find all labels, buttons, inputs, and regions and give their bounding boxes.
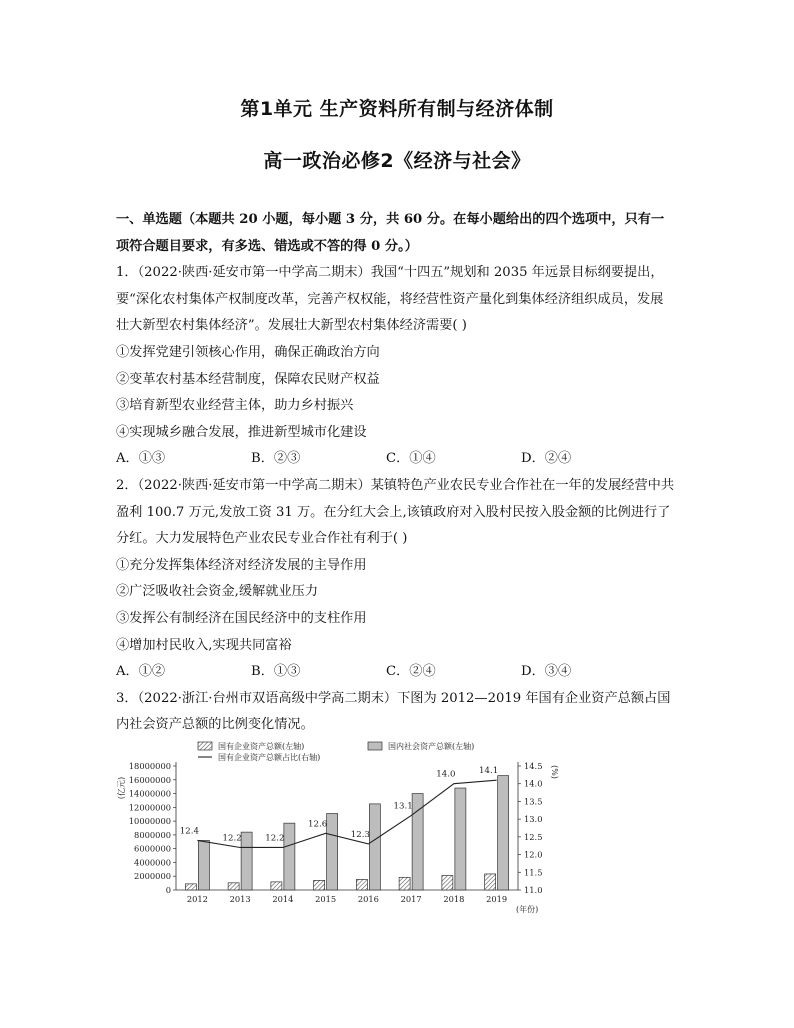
left-tick-label: 2000000 (134, 871, 171, 882)
option-a[interactable]: A．①② (116, 664, 166, 680)
option-b[interactable]: B．①③ (251, 664, 301, 680)
question-2-stem: 2．（2022·陕西·延安市第一中学高二期末）某镇特色产业农民专业合作社在一年的发展经营中共盈利 100.7 万元,发放工资 31 万。在分红大会上,该镇政府对入股村民按入股金额的比例进行了分红。大力发展特色产业农民专业合作社有利于( ) (116, 477, 675, 547)
legend-label-ratio: 国有企业资产总额占比(右轴) (218, 753, 321, 762)
bar-soe-assets (399, 877, 410, 890)
bar-soe-assets (185, 884, 196, 890)
bar-soe-assets (442, 876, 453, 890)
left-axis-unit: (亿元) (117, 776, 126, 800)
bar-social-assets (284, 823, 295, 890)
x-tick-label: 2015 (315, 894, 337, 904)
line-data-label: 14.0 (436, 769, 456, 780)
chart-svg (118, 738, 588, 916)
right-axis-unit: (%) (550, 765, 559, 779)
right-tick-label: 12.5 (524, 831, 543, 842)
question-1-item: ②变革农村基本经营制度，保障农民财产权益 (116, 371, 380, 387)
line-data-label: 12.2 (222, 833, 242, 844)
legend-swatch-soe (198, 742, 212, 750)
right-tick-label: 14.0 (524, 778, 543, 789)
option-d[interactable]: D．③④ (521, 664, 572, 680)
bar-social-assets (455, 788, 466, 890)
right-tick-label: 13.0 (524, 814, 543, 825)
question-1-item: ①发挥党建引领核心作用，确保正确政治方向 (116, 344, 380, 360)
question-2-item: ①充分发挥集体经济对经济发展的主导作用 (116, 557, 367, 573)
asset-ratio-chart (118, 738, 588, 916)
question-1-options (116, 446, 676, 473)
bar-social-assets (241, 832, 252, 890)
option-c[interactable]: C．①④ (386, 451, 436, 467)
question-2-item: ②广泛吸收社会资金,缓解就业压力 (116, 584, 319, 600)
x-tick-label: 2018 (443, 894, 465, 904)
right-tick-label: 12.0 (524, 849, 543, 860)
line-data-label: 12.2 (265, 833, 285, 844)
left-tick-label: 4000000 (134, 857, 171, 868)
line-data-label: 12.6 (308, 819, 328, 830)
question-2-item: ④增加村民收入,实现共同富裕 (116, 637, 292, 653)
left-tick-label: 14000000 (128, 788, 171, 799)
left-tick-label: 10000000 (128, 816, 171, 827)
legend-label-soe: 国有企业资产总额(左轴) (218, 742, 305, 751)
bar-soe-assets (228, 883, 239, 890)
legend-swatch-social (368, 742, 382, 750)
bar-soe-assets (314, 880, 325, 890)
bar-social-assets (198, 840, 209, 890)
x-tick-label: 2016 (357, 894, 379, 904)
left-tick-label: 16000000 (128, 774, 171, 785)
x-tick-label: 2013 (229, 894, 251, 904)
bar-soe-assets (356, 879, 367, 890)
question-2-item: ③发挥公有制经济在国民经济中的支柱作用 (116, 610, 367, 626)
chart-legend (198, 741, 474, 762)
line-data-label: 14.1 (479, 766, 499, 777)
question-content (116, 207, 676, 739)
x-tick-label: 2019 (486, 894, 508, 904)
left-tick-label: 8000000 (134, 829, 171, 840)
page-subtitle: 高一政治必修2《经济与社会》 (263, 150, 531, 172)
right-tick-label: 13.5 (524, 796, 543, 807)
right-tick-label: 14.5 (524, 761, 543, 771)
option-b[interactable]: B．②③ (251, 451, 301, 467)
line-data-label: 12.4 (179, 826, 199, 837)
bar-social-assets (498, 776, 509, 890)
question-3-stem: 3．（2022·浙江·台州市双语高级中学高二期末）下图为 2012—2019 年国有企业资产总额占国内社会资产总额的比例变化情况。 (116, 690, 671, 733)
question-1-item: ③培育新型农业经营主体，助力乡村振兴 (116, 398, 354, 414)
right-tick-label: 11.5 (524, 867, 543, 878)
legend-label-social: 国内社会资产总额(左轴) (388, 742, 475, 751)
x-tick-label: 2014 (272, 894, 294, 904)
page-title: 第1单元 生产资料所有制与经济体制 (240, 98, 554, 120)
bar-soe-assets (485, 874, 496, 890)
bar-social-assets (369, 804, 380, 890)
left-tick-label: 0 (165, 885, 171, 895)
option-c[interactable]: C．②④ (386, 664, 436, 680)
option-a[interactable]: A．①③ (116, 451, 166, 467)
bar-soe-assets (271, 882, 282, 890)
question-1-item: ④实现城乡融合发展，推进新型城市化建设 (116, 424, 367, 440)
x-tick-label: 2012 (186, 894, 208, 904)
line-data-label: 12.3 (350, 829, 370, 840)
line-data-label: 13.1 (393, 801, 413, 812)
x-axis-unit: (年份) (516, 905, 539, 914)
left-tick-label: 6000000 (134, 843, 171, 854)
option-d[interactable]: D．②④ (521, 451, 572, 467)
x-tick-label: 2017 (400, 894, 422, 904)
left-tick-label: 18000000 (128, 761, 171, 771)
chart-line (180, 766, 498, 847)
bar-social-assets (327, 814, 338, 890)
right-tick-label: 11.0 (524, 885, 543, 895)
section-heading: 一、单选题（本题共 20 小题，每小题 3 分，共 60 分。在每小题给出的四个选项中，只有一项符合题目要求，有多选、错选或不答的得 0 分。） (116, 212, 665, 254)
left-tick-label: 12000000 (128, 802, 171, 813)
question-1-stem: 1．（2022·陕西·延安市第一中学高二期末）我国“十四五”规划和 2035 年远景目标纲要提出，要“深化农村集体产权制度改革，完善产权权能，将经营性资产量化到集体经济组织成员，发展壮大新型农村集体经济”。发展壮大新型农村集体经济需要( ) (116, 265, 664, 334)
question-2-options (116, 659, 676, 686)
